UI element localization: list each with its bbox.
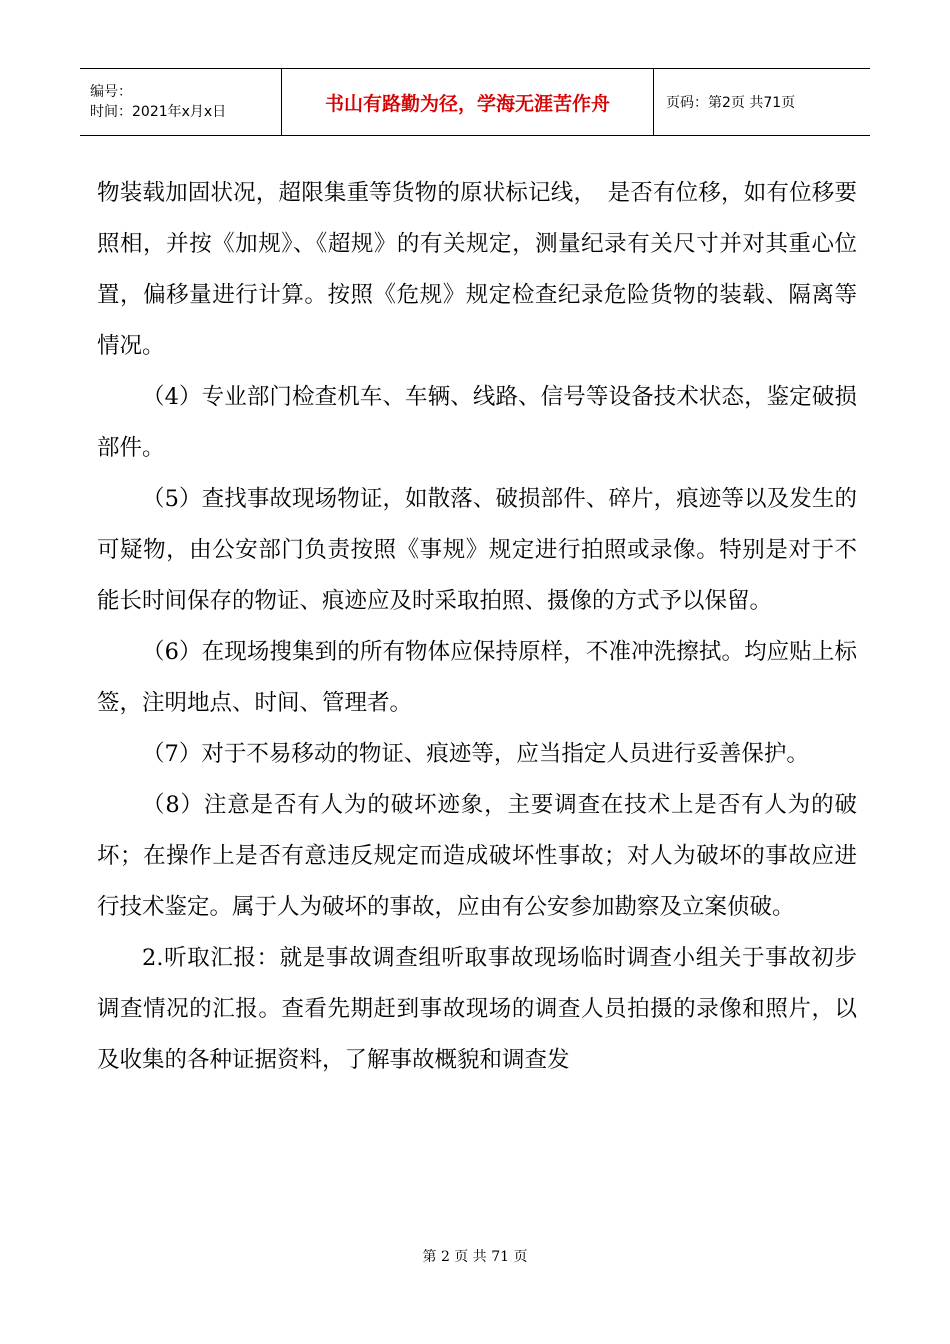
paragraph-item-8: （8）注意是否有人为的破坏迹象，主要调查在技术上是否有人为的破坏；在操作上是否有意违反规定而造成破坏性事故；对人为破坏的事故应进行技术鉴定。属于人为破坏的事故，应由有公安参加勘察及立案侦破。: [97, 792, 857, 920]
page-footer: [0, 1246, 950, 1266]
paragraph-item-4: （4）专业部门检查机车、车辆、线路、信号等设备技术状态，鉴定破损部件。: [97, 384, 857, 461]
footer-page-number: 第 2 页 共 71 页: [422, 1249, 528, 1265]
doc-number-label: 编号：: [90, 84, 132, 100]
doc-time-label: 时间：2021年x月x日: [90, 104, 227, 120]
paragraph-item-7: （7）对于不易移动的物证、痕迹等，应当指定人员进行妥善保护。: [142, 741, 809, 767]
paragraph-continuation: 物装载加固状况，超限集重等货物的原状标记线， 是否有位移，如有位移要照相，并按《加规》、《超规》的有关规定，测量纪录有关尺寸并对其重心位置，偏移量进行计算。按照《危规》规定检查纪录危险货物的装载、隔离等情况。: [97, 180, 857, 359]
paragraph-section-2: 2.听取汇报：就是事故调查组听取事故现场临时调查小组关于事故初步调查情况的汇报。查看先期赶到事故现场的调查人员拍摄的录像和照片，以及收集的各种证据资料，了解事故概貌和调查发: [97, 945, 857, 1073]
header-meta: [80, 69, 282, 135]
header-motto: [282, 69, 654, 135]
header-page-info: [654, 69, 870, 135]
page-info-text: 页码：第2页 共71页: [666, 95, 796, 111]
paragraph-item-5: （5）查找事故现场物证，如散落、破损部件、碎片，痕迹等以及发生的可疑物，由公安部门负责按照《事规》规定进行拍照或录像。特别是对于不能长时间保存的物证、痕迹应及时采取拍照、摄像的方式予以保留。: [97, 486, 857, 614]
document-body: [97, 168, 857, 1086]
paragraph-item-6: （6）在现场搜集到的所有物体应保持原样，不准冲洗擦拭。均应贴上标签，注明地点、时间、管理者。: [97, 639, 857, 716]
motto-text: 书山有路勤为径，学海无涯苦作舟: [324, 92, 610, 115]
page-header: [80, 68, 870, 136]
